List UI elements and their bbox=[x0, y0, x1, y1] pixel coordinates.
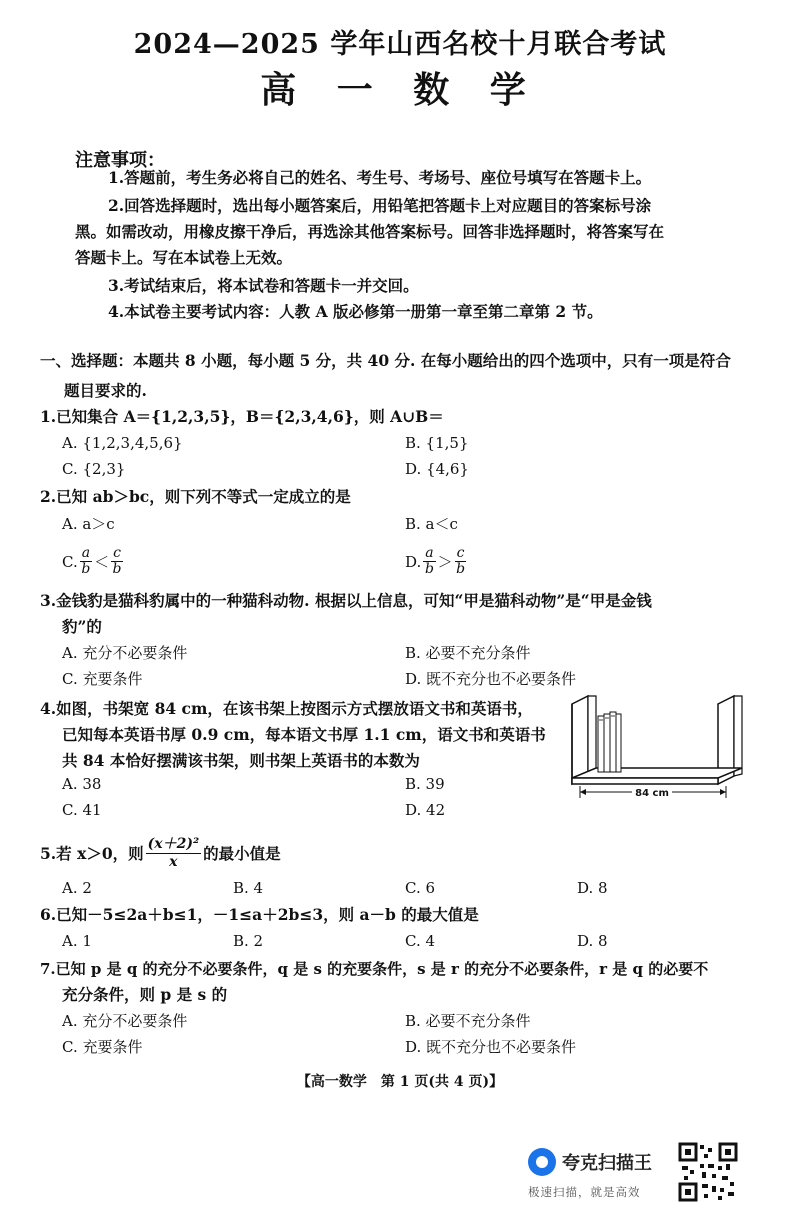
qr-code-icon bbox=[678, 1142, 738, 1202]
question-7-stem-line-1: 7.已知 p 是 q 的充分不必要条件，q 是 s 的充要条件，s 是 r 的充分不必要条件，r 是 q 的必要不 bbox=[40, 960, 709, 978]
notice-item-4: 4.本试卷主要考试内容：人教 A 版必修第一册第一章至第二章第 2 节。 bbox=[108, 302, 603, 321]
page-footer: 【高一数学 第 1 页(共 4 页)】 bbox=[296, 1074, 504, 1090]
fraction-denominator: b bbox=[456, 561, 466, 577]
question-2-option-d bbox=[405, 546, 468, 577]
question-5-option-a: A. 2 bbox=[62, 879, 92, 897]
option-d-prefix: D. bbox=[405, 552, 422, 571]
question-7-option-b: B. 必要不充分条件 bbox=[405, 1012, 531, 1030]
question-4-option-a: A. 38 bbox=[62, 775, 102, 793]
bookshelf-figure bbox=[570, 694, 750, 804]
notice-item-2-line-1: 2.回答选择题时，选出每小题答案后，用铅笔把答题卡上对应题目的答案标号涂 bbox=[108, 196, 652, 215]
inequality-sign: ＞ bbox=[437, 552, 453, 571]
fraction-denominator: b bbox=[112, 561, 122, 577]
question-5-option-c: C. 6 bbox=[405, 879, 436, 897]
question-1-option-d: D. {4,6} bbox=[405, 460, 469, 478]
question-4-option-b: B. 39 bbox=[405, 775, 445, 793]
question-4-stem-line-2: 已知每本英语书厚 0.9 cm，每本语文书厚 1.1 cm，语文书和英语书 bbox=[62, 725, 546, 744]
question-6-option-c: C. 4 bbox=[405, 932, 436, 950]
fraction-numerator: (x＋2)² bbox=[147, 836, 200, 852]
notice-item-1: 1.答题前，考生务必将自己的姓名、考生号、考场号、座位号填写在答题卡上。 bbox=[108, 168, 652, 187]
question-6-option-d: D. 8 bbox=[577, 932, 608, 950]
question-7-option-c: C. 充要条件 bbox=[62, 1038, 143, 1056]
question-1-stem: 1.已知集合 A＝{1,2,3,5}，B＝{2,3,4,6}，则 A∪B＝ bbox=[40, 407, 444, 426]
fraction-numerator: c bbox=[113, 545, 121, 561]
question-2-option-a: A. a＞c bbox=[62, 515, 115, 533]
fraction-numerator: a bbox=[81, 545, 91, 561]
question-3-option-c: C. 充要条件 bbox=[62, 670, 143, 688]
question-4-stem-line-3: 共 84 本恰好摆满该书架，则书架上英语书的本数为 bbox=[62, 751, 420, 770]
question-7-option-d: D. 既不充分也不必要条件 bbox=[405, 1038, 577, 1056]
question-3-stem-line-1: 3.金钱豹是猫科豹属中的一种猫科动物. 根据以上信息，可知“甲是猫科动物”是“甲是金钱 bbox=[40, 591, 652, 610]
question-4-option-d: D. 42 bbox=[405, 801, 446, 819]
question-7-option-a: A. 充分不必要条件 bbox=[62, 1012, 188, 1030]
question-5-stem-suffix: 的最小值是 bbox=[203, 843, 281, 863]
section-1-heading bbox=[40, 346, 760, 406]
option-c-prefix: C. bbox=[62, 552, 78, 571]
scanner-watermark bbox=[528, 1146, 678, 1206]
notice-item-3: 3.考试结束后，将本试卷和答题卡一并交回。 bbox=[108, 276, 419, 295]
notice-heading: 注意事项： bbox=[75, 150, 165, 171]
brand-slogan: 极速扫描，就是高效 bbox=[528, 1185, 641, 1199]
fraction-a-over-b bbox=[423, 546, 435, 577]
fraction-denominator: b bbox=[424, 561, 434, 577]
notice-item-2-line-2: 黑。如需改动，用橡皮擦干净后，再选涂其他答案标号。回答非选择题时，将答案写在 bbox=[75, 222, 665, 241]
question-7-stem-line-2: 充分条件，则 p 是 s 的 bbox=[62, 985, 228, 1004]
quark-logo-icon bbox=[528, 1148, 556, 1176]
question-5-option-b: B. 4 bbox=[233, 879, 264, 897]
question-2-stem: 2.已知 ab＞bc，则下列不等式一定成立的是 bbox=[40, 487, 351, 506]
fraction-denominator: x bbox=[169, 854, 178, 870]
question-5-option-d: D. 8 bbox=[577, 879, 608, 897]
question-6-option-a: A. 1 bbox=[62, 932, 92, 950]
question-3-option-d: D. 既不充分也不必要条件 bbox=[405, 670, 577, 688]
fraction-a-over-b bbox=[80, 546, 92, 577]
subject-title: 高 一 数 学 bbox=[260, 69, 540, 111]
question-1-option-b: B. {1,5} bbox=[405, 434, 469, 452]
section-1-line-2: 题目要求的. bbox=[64, 381, 147, 400]
shelf-width-label: 84 cm bbox=[635, 788, 669, 799]
question-4-stem-line-1: 4.如图，书架宽 84 cm，在该书架上按图示方式摆放语文书和英语书， bbox=[40, 699, 533, 718]
fraction-c-over-b bbox=[111, 546, 123, 577]
fraction-c-over-b bbox=[455, 546, 467, 577]
question-5-stem bbox=[40, 836, 281, 871]
bookshelf-icon bbox=[570, 694, 750, 804]
question-1-option-c: C. {2,3} bbox=[62, 460, 126, 478]
fraction-expression bbox=[146, 836, 201, 871]
notice-item-2-line-3: 答题卡上。写在本试卷上无效。 bbox=[75, 248, 293, 267]
fraction-numerator: a bbox=[425, 545, 434, 561]
question-2-option-b: B. a＜c bbox=[405, 515, 458, 533]
inequality-sign: ＜ bbox=[94, 552, 110, 571]
brand-name: 夸克扫描王 bbox=[562, 1153, 652, 1174]
question-6-option-b: B. 2 bbox=[233, 932, 264, 950]
question-3-option-a: A. 充分不必要条件 bbox=[62, 644, 188, 662]
question-1-option-a: A. {1,2,3,4,5,6} bbox=[62, 434, 183, 452]
question-4-option-c: C. 41 bbox=[62, 801, 102, 819]
exam-title: 2024—2025 学年山西名校十月联合考试 bbox=[133, 29, 667, 60]
fraction-numerator: c bbox=[456, 545, 465, 561]
section-1-line-1: 一、选择题：本题共 8 小题，每小题 5 分，共 40 分. 在每小题给出的四个选项中，只有一项是符合 bbox=[40, 351, 731, 370]
question-5-stem-prefix: 5.若 x＞0，则 bbox=[40, 843, 144, 863]
fraction-denominator: b bbox=[81, 561, 91, 577]
question-6-stem: 6.已知－5≤2a＋b≤1，－1≤a＋2b≤3，则 a－b 的最大值是 bbox=[40, 905, 479, 924]
question-3-option-b: B. 必要不充分条件 bbox=[405, 644, 531, 662]
question-2-option-c bbox=[62, 546, 125, 577]
question-3-stem-line-2: 豹”的 bbox=[62, 617, 102, 636]
